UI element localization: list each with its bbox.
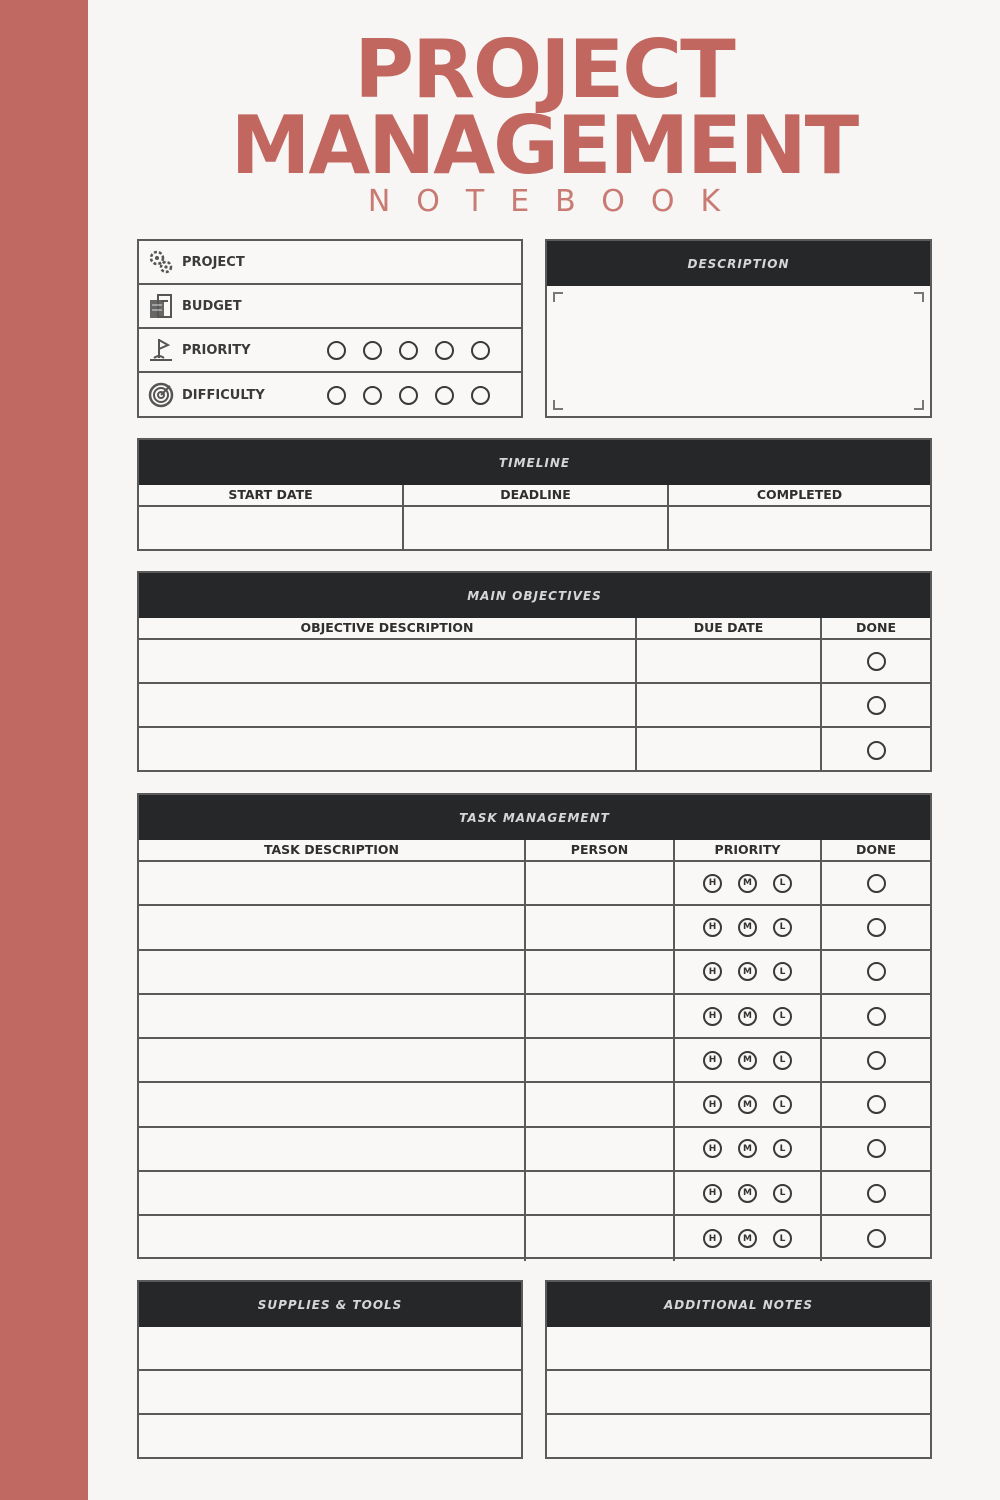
column-priority: PRIORITY	[675, 840, 822, 860]
done-checkbox[interactable]	[867, 918, 886, 937]
task-done-cell	[822, 906, 930, 948]
timeline-header: TIMELINE	[139, 440, 930, 485]
info-label-budget: BUDGET	[182, 298, 242, 314]
task-done-cell	[822, 1083, 930, 1125]
corner-mark	[553, 292, 563, 302]
priority-option-l[interactable]: L	[773, 1007, 792, 1026]
task-priority-cell	[675, 1039, 822, 1081]
task-description-field[interactable]	[139, 1083, 526, 1125]
task-description-field[interactable]	[139, 995, 526, 1037]
column-start-date: START DATE	[139, 485, 404, 505]
corner-mark	[553, 400, 563, 410]
column-done: DONE	[855, 842, 896, 857]
priority-option-h[interactable]: H	[703, 1184, 722, 1203]
objective-done-cell	[822, 684, 930, 726]
difficulty-rating-5[interactable]	[471, 386, 490, 405]
done-checkbox[interactable]	[867, 1139, 886, 1158]
supplies-line[interactable]	[139, 1415, 521, 1457]
priority-rating-1[interactable]	[327, 341, 346, 360]
task-row	[139, 951, 930, 995]
task-row	[139, 1083, 930, 1127]
description-header: DESCRIPTION	[547, 241, 930, 286]
task-row	[139, 906, 930, 950]
task-description-field[interactable]	[139, 1172, 526, 1214]
objective-due-date-field[interactable]	[637, 640, 822, 682]
priority-rating	[327, 341, 490, 360]
difficulty-rating-4[interactable]	[435, 386, 454, 405]
task-person-field[interactable]	[526, 951, 675, 993]
done-checkbox[interactable]	[867, 696, 886, 715]
task-done-cell	[822, 1128, 930, 1170]
objectives-column-headers	[139, 618, 930, 640]
gears-icon	[145, 246, 177, 278]
column-completed: COMPLETED	[756, 487, 843, 502]
task-person-field[interactable]	[526, 1039, 675, 1081]
objective-description-field[interactable]	[139, 728, 637, 772]
info-label-priority: PRIORITY	[182, 342, 251, 358]
task-done-cell	[822, 862, 930, 904]
task-row	[139, 1128, 930, 1172]
column-deadline: DEADLINE	[404, 485, 669, 505]
done-checkbox[interactable]	[867, 741, 886, 760]
column-objective-description: OBJECTIVE DESCRIPTION	[139, 618, 637, 638]
supplies-line[interactable]	[139, 1371, 521, 1415]
task-description-field[interactable]	[139, 906, 526, 948]
priority-option-h[interactable]: H	[703, 874, 722, 893]
cover-spine	[0, 0, 88, 1500]
flag-icon	[145, 334, 177, 366]
task-row	[139, 1216, 930, 1260]
objective-done-cell	[822, 728, 930, 772]
title-line-2: MANAGEMENT	[230, 99, 858, 192]
task-priority-cell	[675, 1172, 822, 1214]
task-person-field[interactable]	[526, 1216, 675, 1260]
task-priority-cell	[675, 1216, 822, 1260]
task-done-cell	[822, 1172, 930, 1214]
description-field[interactable]	[547, 286, 930, 416]
corner-mark	[914, 292, 924, 302]
priority-rating-4[interactable]	[435, 341, 454, 360]
done-checkbox[interactable]	[867, 1095, 886, 1114]
priority-option-l[interactable]: L	[773, 1184, 792, 1203]
done-checkbox[interactable]	[867, 1051, 886, 1070]
task-rows	[139, 862, 930, 1261]
objective-row	[139, 728, 930, 772]
priority-option-l[interactable]: L	[773, 874, 792, 893]
task-description-field[interactable]	[139, 1128, 526, 1170]
task-description-field[interactable]	[139, 1039, 526, 1081]
difficulty-rating-2[interactable]	[363, 386, 382, 405]
completed-field[interactable]	[669, 507, 930, 549]
task-description-field[interactable]	[139, 1216, 526, 1260]
notes-line[interactable]	[547, 1415, 930, 1457]
priority-option-h[interactable]: H	[703, 1139, 722, 1158]
priority-rating-3[interactable]	[399, 341, 418, 360]
task-priority-cell	[675, 906, 822, 948]
column-person: PERSON	[526, 840, 675, 860]
priority-option-m[interactable]: M	[738, 1139, 757, 1158]
objective-due-date-field[interactable]	[637, 684, 822, 726]
objective-row	[139, 640, 930, 684]
priority-option-m[interactable]: M	[738, 1229, 757, 1248]
start-date-field[interactable]	[139, 507, 404, 549]
tasks-table	[137, 793, 932, 1259]
task-row	[139, 862, 930, 906]
task-done-cell	[822, 1216, 930, 1260]
priority-option-h[interactable]: H	[703, 1051, 722, 1070]
info-label-difficulty: DIFFICULTY	[182, 387, 265, 403]
task-person-field[interactable]	[526, 862, 675, 904]
priority-option-l[interactable]: L	[773, 1139, 792, 1158]
objective-done-cell	[822, 640, 930, 682]
info-row-difficulty	[139, 373, 521, 417]
difficulty-rating-3[interactable]	[399, 386, 418, 405]
timeline-table	[137, 438, 932, 551]
task-priority-cell	[675, 951, 822, 993]
task-row	[139, 995, 930, 1039]
priority-option-l[interactable]: L	[773, 962, 792, 981]
task-priority-cell	[675, 995, 822, 1037]
objective-due-date-field[interactable]	[637, 728, 822, 772]
task-row	[139, 1039, 930, 1083]
task-description-field[interactable]	[139, 951, 526, 993]
done-checkbox[interactable]	[867, 962, 886, 981]
info-row-project[interactable]	[139, 241, 521, 285]
priority-option-m[interactable]: M	[738, 1007, 757, 1026]
tasks-header: TASK MANAGEMENT	[139, 795, 930, 840]
done-checkbox[interactable]	[867, 1229, 886, 1248]
task-person-field[interactable]	[526, 1083, 675, 1125]
task-done-cell	[822, 1039, 930, 1081]
priority-option-m[interactable]: M	[738, 1184, 757, 1203]
column-task-description: TASK DESCRIPTION	[139, 840, 526, 860]
objective-row	[139, 684, 930, 728]
priority-option-h[interactable]: H	[703, 962, 722, 981]
task-priority-cell	[675, 1128, 822, 1170]
priority-option-l[interactable]: L	[773, 1095, 792, 1114]
column-done: DONE	[855, 620, 896, 635]
task-person-field[interactable]	[526, 1172, 675, 1214]
supplies-table	[137, 1280, 523, 1459]
supplies-line[interactable]	[139, 1327, 521, 1371]
priority-option-m[interactable]: M	[738, 874, 757, 893]
info-row-priority	[139, 329, 521, 373]
priority-option-h[interactable]: H	[703, 1095, 722, 1114]
task-description-field[interactable]	[139, 862, 526, 904]
priority-option-l[interactable]: L	[773, 1051, 792, 1070]
title-line-1: PROJECT	[354, 23, 734, 116]
info-row-budget[interactable]	[139, 285, 521, 329]
project-info-box	[137, 239, 523, 418]
priority-option-m[interactable]: M	[738, 962, 757, 981]
corner-mark	[914, 400, 924, 410]
objectives-header: MAIN OBJECTIVES	[139, 573, 930, 618]
target-icon	[145, 379, 177, 411]
done-checkbox[interactable]	[867, 1007, 886, 1026]
info-label-project: PROJECT	[182, 254, 245, 270]
done-checkbox[interactable]	[867, 874, 886, 893]
priority-rating-2[interactable]	[363, 341, 382, 360]
priority-option-l[interactable]: L	[773, 918, 792, 937]
timeline-row	[139, 507, 930, 549]
done-checkbox[interactable]	[867, 652, 886, 671]
done-checkbox[interactable]	[867, 1184, 886, 1203]
difficulty-rating	[327, 386, 490, 405]
priority-option-m[interactable]: M	[738, 918, 757, 937]
subtitle: NOTEBOOK	[367, 184, 747, 219]
priority-option-h[interactable]: H	[703, 1229, 722, 1248]
notes-header: ADDITIONAL NOTES	[547, 1282, 930, 1327]
notes-line[interactable]	[547, 1371, 930, 1415]
priority-rating-5[interactable]	[471, 341, 490, 360]
notes-table	[545, 1280, 932, 1459]
priority-option-m[interactable]: M	[738, 1095, 757, 1114]
objective-description-field[interactable]	[139, 684, 637, 726]
timeline-column-headers	[139, 485, 930, 507]
supplies-header: SUPPLIES & TOOLS	[139, 1282, 521, 1327]
task-person-field[interactable]	[526, 1128, 675, 1170]
deadline-field[interactable]	[404, 507, 669, 549]
task-person-field[interactable]	[526, 995, 675, 1037]
priority-option-h[interactable]: H	[703, 1007, 722, 1026]
tasks-column-headers	[139, 840, 930, 862]
notes-line[interactable]	[547, 1327, 930, 1371]
task-row	[139, 1172, 930, 1216]
task-priority-cell	[675, 1083, 822, 1125]
priority-option-h[interactable]: H	[703, 918, 722, 937]
description-box	[545, 239, 932, 418]
task-done-cell	[822, 951, 930, 993]
task-priority-cell	[675, 862, 822, 904]
objective-description-field[interactable]	[139, 640, 637, 682]
column-due-date: DUE DATE	[637, 618, 822, 638]
priority-option-m[interactable]: M	[738, 1051, 757, 1070]
task-done-cell	[822, 995, 930, 1037]
objectives-table	[137, 571, 932, 772]
calculator-icon	[145, 290, 177, 322]
difficulty-rating-1[interactable]	[327, 386, 346, 405]
priority-option-l[interactable]: L	[773, 1229, 792, 1248]
task-person-field[interactable]	[526, 906, 675, 948]
